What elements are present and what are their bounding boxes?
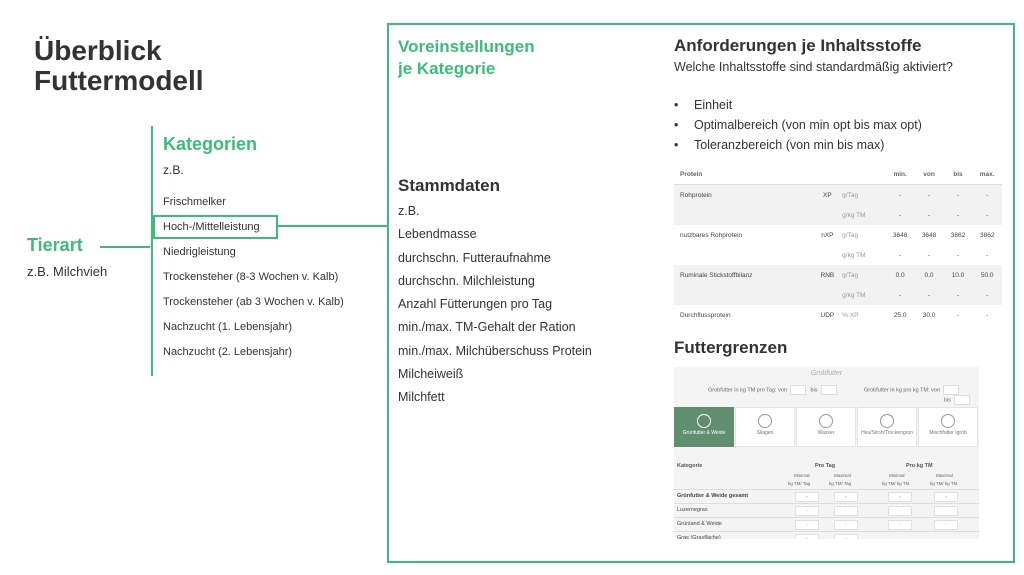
bullet-icon: • (674, 98, 679, 112)
protein-name: nutzbares Rohprotein (680, 231, 743, 239)
protein-name (674, 285, 814, 305)
filter-bis-input[interactable] (954, 395, 970, 405)
selected-kategorie-highlight (153, 215, 278, 239)
protein-unit: % XP (842, 311, 859, 319)
kategorie-item[interactable]: Trockensteher (8-3 Wochen v. Kalb) (163, 271, 339, 283)
futtergrenzen-title: Futtergrenzen (674, 338, 788, 357)
protein-cell: - (956, 311, 960, 319)
protein-cell: - (944, 185, 973, 206)
stammdaten-item: min./max. Milchüberschuss Protein (398, 343, 592, 358)
protein-name: Ruminale Stickstoffbilanz (674, 265, 814, 285)
voreinstellungen-title-line1: Voreinstellungen (398, 37, 535, 56)
protein-cell: - (915, 285, 944, 305)
anforderungen-title: Anforderungen je Inhaltsstoffe (674, 36, 922, 55)
protein-unit: g/Tag (842, 231, 859, 239)
stammdaten-title: Stammdaten (398, 176, 501, 195)
protein-cell: - (886, 185, 915, 206)
tierart-connector-line (100, 246, 150, 248)
protein-name: Rohprotein (674, 185, 814, 206)
stammdaten-item: Milcheiweiß (398, 367, 464, 382)
protein-table-header: Protein min. von bis max. (674, 164, 1002, 185)
futter-row: Luzernegras - - - - (674, 503, 979, 517)
protein-unit: g/kg TM (841, 205, 886, 225)
protein-cell: - (886, 285, 915, 305)
protein-cell: - (899, 251, 902, 259)
protein-cell: - (927, 251, 931, 259)
stammdaten-item: durchschn. Futteraufnahme (398, 250, 551, 265)
bullet-item: • Toleranzbereich (von min bis max) (674, 135, 922, 155)
anforderungen-bullets (674, 95, 922, 155)
filter-von-input[interactable] (790, 385, 806, 395)
protein-table-row (674, 285, 1002, 305)
filter-bis-input[interactable] (821, 385, 837, 395)
filter-von-input[interactable] (943, 385, 959, 395)
protein-cell: 0.0 (915, 265, 944, 285)
kategorie-item[interactable]: Niedrigleistung (163, 246, 236, 258)
tab-silagen[interactable]: Silagen (735, 407, 795, 447)
protein-unit: g/Tag (841, 185, 886, 206)
protein-cell: - (972, 285, 1002, 305)
stammdaten-item: min./max. TM-Gehalt der Ration (398, 320, 576, 335)
col-pro-kg-tm: Pro kg TM (906, 463, 933, 469)
tab-wasser[interactable]: Wasser (796, 407, 856, 447)
col-kategorie: Kategorie (677, 463, 703, 469)
protein-cell: 3862 (950, 231, 966, 239)
protein-cell: - (886, 205, 915, 225)
protein-name: Durchflussprotein (680, 311, 731, 319)
protein-table (674, 164, 1002, 325)
protein-cell: 10.0 (944, 265, 973, 285)
bullet-icon: • (674, 138, 679, 152)
tab-mischfutter[interactable]: Mischfutter Igrob (918, 407, 978, 447)
protein-unit: g/Tag (841, 265, 886, 285)
tierart-example: z.B. Milchvieh (27, 264, 108, 279)
protein-table-row (674, 225, 1002, 245)
protein-cell: 3862 (979, 231, 995, 239)
grobfutter-title: Grobfutter (810, 370, 843, 377)
kategorien-example: z.B. (163, 163, 184, 177)
protein-cell: - (944, 205, 973, 225)
protein-cell: UDP (820, 311, 835, 319)
futter-row: Grünfutter & Weide gesamt - - - - (674, 489, 979, 503)
protein-name (674, 245, 814, 265)
stammdaten-item: Anzahl Fütterungen pro Tag (398, 297, 553, 312)
grobfutter-kgtm-filter: Grobfutter in kg pro kg TM: von (864, 385, 962, 395)
protein-cell: nXP (821, 231, 834, 239)
voreinstellungen-title (398, 36, 598, 80)
protein-table-row (674, 245, 1002, 265)
anforderungen-question: Welche Inhaltsstoffe sind standardmäßig aktiviert? (674, 60, 953, 74)
protein-cell: - (944, 285, 973, 305)
tierart-label: Tierart (27, 235, 83, 255)
stammdaten-item: z.B. (398, 204, 420, 218)
stammdaten-item: Lebendmasse (398, 227, 477, 242)
grobfutter-tag-filter: Grobfutter in kg TM pro Tag: von bis (708, 385, 840, 395)
futtergrenzen-panel: Grobfutter Grobfutter in kg TM pro Tag: von bis Grobfutter in kg pro kg TM: von bis Grünfutter & Weide Silagen Wasser Heu/Stroh/Trockengrün Mischfutter Igrob Kategorie Pro Tag Pro kg TM Minimal Maximal Minimal Maximal kg TM/ Tag kg TM/ Tag kg TM/ kg TM kg TM/ kg TM Grünfutter & Weide gesamt - - - - Luzernegras - - - - Grünland & Weide - - - - Gras (Grasfläche) - - (674, 367, 979, 539)
futter-row: Gras (Grasfläche) - - (674, 531, 979, 539)
kategorie-item-selected[interactable]: Hoch-/Mittelleistung (163, 221, 260, 233)
grass-icon (697, 414, 711, 428)
protein-table-row (674, 205, 1002, 225)
silage-icon (758, 414, 772, 428)
kategorie-item[interactable]: Nachzucht (1. Lebensjahr) (163, 321, 293, 333)
bullet-icon: • (674, 118, 679, 132)
protein-cell: - (986, 311, 989, 319)
protein-cell: 0.0 (886, 265, 915, 285)
kategorie-item[interactable]: Nachzucht (2. Lebensjahr) (163, 346, 293, 358)
protein-unit: g/kg TM (841, 285, 886, 305)
protein-cell: - (915, 185, 944, 206)
kategorie-item[interactable]: Trockensteher (ab 3 Wochen v. Kalb) (163, 296, 344, 308)
protein-table-row (674, 185, 1002, 206)
page-title: Überblick Futtermodell (34, 35, 204, 96)
protein-unit: g/kg TM (842, 251, 866, 259)
protein-table-row (674, 265, 1002, 285)
voreinstellungen-title-line2: je Kategorie (398, 59, 496, 78)
futter-row: Grünland & Weide - - - - (674, 517, 979, 531)
protein-cell: XP (814, 185, 842, 206)
protein-cell: 25.0 (893, 311, 907, 319)
grobfutter-kgtm-bis: bis (944, 395, 973, 405)
protein-cell: - (956, 251, 960, 259)
protein-cell: - (972, 205, 1002, 225)
bullet-item: • Einheit (674, 95, 922, 115)
bullet-item: • Optimalbereich (von min opt bis max opt) (674, 115, 922, 135)
stammdaten-list (398, 200, 592, 410)
protein-cell: - (972, 185, 1002, 206)
hay-icon (880, 414, 894, 428)
protein-cell: 30.0 (922, 311, 936, 319)
protein-cell: 3648 (921, 231, 937, 239)
protein-cell (814, 205, 842, 225)
protein-cell (814, 285, 842, 305)
tab-gruenfutter[interactable]: Grünfutter & Weide (674, 407, 734, 447)
protein-cell: - (986, 251, 989, 259)
protein-name (674, 205, 814, 225)
stammdaten-item: durchschn. Milchleistung (398, 273, 535, 288)
protein-cell: RNB (814, 265, 842, 285)
protein-cell: 3648 (892, 231, 908, 239)
col-pro-tag: Pro Tag (815, 463, 836, 469)
kategorien-bracket-line (151, 126, 153, 376)
protein-cell: 50.0 (972, 265, 1002, 285)
water-icon (819, 414, 833, 428)
mixfeed-icon (941, 414, 955, 428)
protein-cell (814, 245, 842, 265)
stammdaten-item: Milchfett (398, 390, 445, 405)
tab-heu[interactable]: Heu/Stroh/Trockengrün (857, 407, 917, 447)
protein-table-row (674, 305, 1002, 325)
protein-cell: - (915, 205, 944, 225)
kategorien-title: Kategorien (163, 134, 258, 154)
futter-tabs (674, 407, 979, 447)
kategorie-connector-line (276, 225, 387, 227)
kategorie-item[interactable]: Frischmelker (163, 196, 226, 208)
